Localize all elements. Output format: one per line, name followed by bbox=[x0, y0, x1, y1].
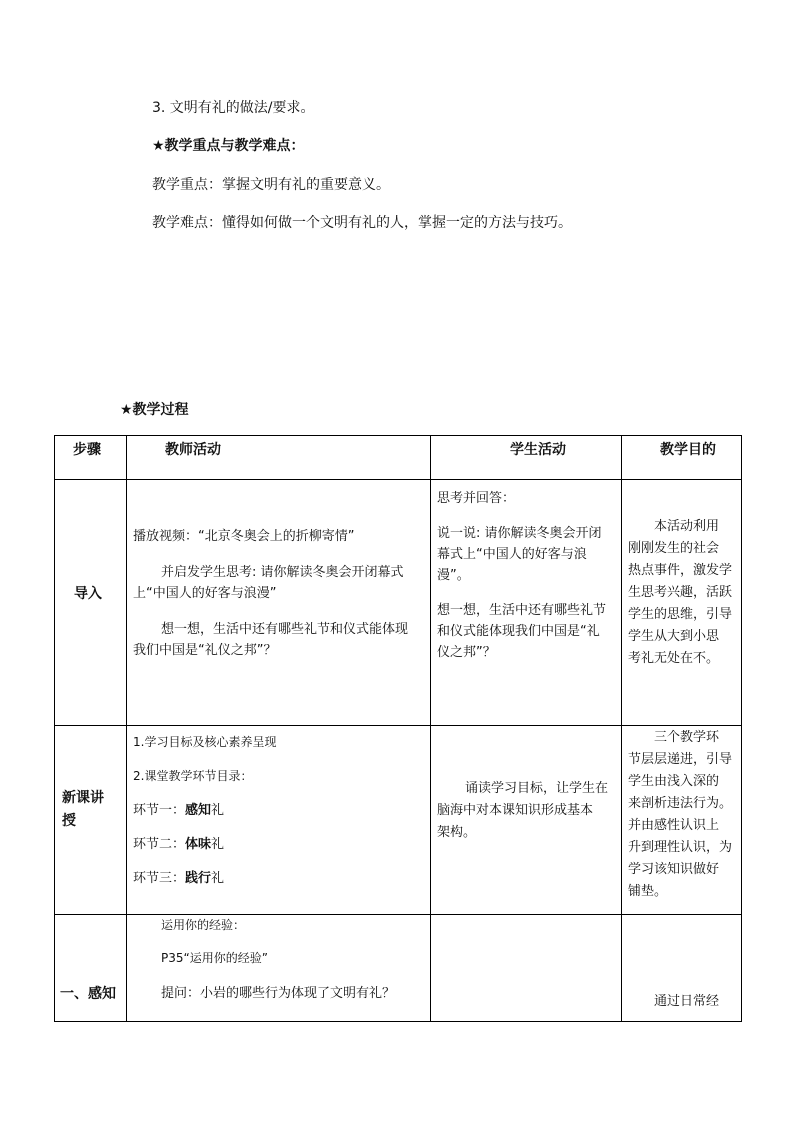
teacher-line: 播放视频：“北京冬奥会上的折柳寄情” bbox=[133, 529, 355, 544]
student-line: 架构。 bbox=[437, 825, 477, 840]
header-step: 步骤 bbox=[73, 442, 101, 458]
table-row bbox=[55, 915, 742, 1022]
stage-two-line bbox=[133, 834, 224, 855]
teacher-line: 运用你的经验： bbox=[161, 918, 246, 932]
teacher-line: 提问：小岩的哪些行为体现了文明有礼？ bbox=[161, 986, 396, 1001]
teacher-line: 1.学习目标及核心素养呈现 bbox=[133, 735, 277, 749]
stage-suffix: 礼 bbox=[211, 837, 225, 852]
student-cell-empty bbox=[431, 915, 621, 1021]
header-purpose: 教学目的 bbox=[660, 442, 716, 458]
purpose-line: 学生由浅入深的 bbox=[628, 774, 720, 789]
purpose-line: 生思考兴趣，活跃 bbox=[628, 585, 733, 600]
teacher-line: 并启发学生思考: 请你解读冬奥会开闭幕式 bbox=[161, 565, 404, 580]
stage-suffix: 礼 bbox=[211, 803, 225, 818]
teacher-line: P35“运用你的经验” bbox=[161, 951, 268, 965]
stage-label: 环节三： bbox=[133, 871, 186, 886]
student-line: 诵读学习目标，让学生在 bbox=[465, 781, 609, 796]
stage-label: 环节一： bbox=[133, 803, 186, 818]
stage-one-line bbox=[133, 800, 224, 821]
student-line: 思考并回答： bbox=[437, 491, 516, 506]
stage-three-line bbox=[133, 868, 224, 889]
student-line: 和仪式能体现我们中国是“礼 bbox=[437, 624, 600, 639]
stage-suffix: 礼 bbox=[211, 871, 225, 886]
table-row bbox=[55, 480, 742, 726]
teacher-line: 我们中国是“礼仪之邦”？ bbox=[133, 643, 277, 658]
step-intro: 导入 bbox=[74, 586, 102, 602]
student-line: 想一想，生活中还有哪些礼节 bbox=[437, 603, 607, 618]
purpose-line: 学习该知识做好 bbox=[628, 862, 720, 877]
teacher-line: 想一想，生活中还有哪些礼节和仪式能体现 bbox=[161, 622, 409, 637]
stage-keyword: 感知 bbox=[185, 803, 212, 818]
purpose-line: 来剖析违法行为。 bbox=[628, 796, 733, 811]
step-new-lesson-line2: 授 bbox=[62, 813, 76, 829]
purpose-line: 并由感性认识上 bbox=[628, 818, 720, 833]
focus-heading: ★教学重点与教学难点： bbox=[152, 138, 305, 154]
teaching-process-table bbox=[54, 435, 742, 1022]
purpose-line: 考礼无处在不。 bbox=[628, 651, 720, 666]
purpose-line: 热点事件，激发学 bbox=[628, 563, 733, 578]
student-line: 仪之邦”？ bbox=[437, 645, 496, 660]
key-point-text: 教学重点：掌握文明有礼的重要意义。 bbox=[152, 177, 390, 193]
purpose-line: 刚刚发生的社会 bbox=[628, 541, 720, 556]
purpose-line: 本活动利用 bbox=[654, 519, 720, 534]
purpose-line: 升到理性认识，为 bbox=[628, 840, 733, 855]
stage-keyword: 践行 bbox=[185, 871, 212, 886]
table-header-row bbox=[55, 436, 742, 480]
purpose-line: 学生从大到小思 bbox=[628, 629, 720, 644]
header-student: 学生活动 bbox=[510, 442, 566, 458]
header-teacher: 教师活动 bbox=[165, 442, 221, 458]
student-line: 脑海中对本课知识形成基本 bbox=[437, 803, 594, 818]
purpose-line: 铺垫。 bbox=[628, 884, 668, 899]
teacher-line: 上“中国人的好客与浪漫” bbox=[133, 586, 277, 601]
item-3-text: 3. 文明有礼的做法/要求。 bbox=[152, 100, 315, 116]
difficulty-text: 教学难点：懂得如何做一个文明有礼的人，掌握一定的方法与技巧。 bbox=[152, 215, 572, 231]
purpose-line: 节层层递进，引导 bbox=[628, 752, 733, 767]
purpose-line: 三个教学环 bbox=[654, 730, 720, 745]
student-line: 幕式上“中国人的好客与浪 bbox=[437, 547, 587, 562]
step-perceive: 一、感知 bbox=[60, 986, 116, 1002]
student-line: 说一说: 请你解读冬奥会开闭 bbox=[437, 526, 602, 541]
student-line: 漫”。 bbox=[437, 568, 470, 583]
step-new-lesson-line1: 新课讲 bbox=[62, 790, 104, 806]
process-heading: ★教学过程 bbox=[120, 402, 189, 418]
table-row bbox=[55, 726, 742, 915]
stage-keyword: 体味 bbox=[185, 837, 212, 852]
purpose-line: 通过日常经 bbox=[654, 994, 720, 1009]
stage-label: 环节二： bbox=[133, 837, 186, 852]
teacher-line: 2.课堂教学环节目录： bbox=[133, 769, 253, 783]
purpose-line: 学生的思维，引导 bbox=[628, 607, 733, 622]
